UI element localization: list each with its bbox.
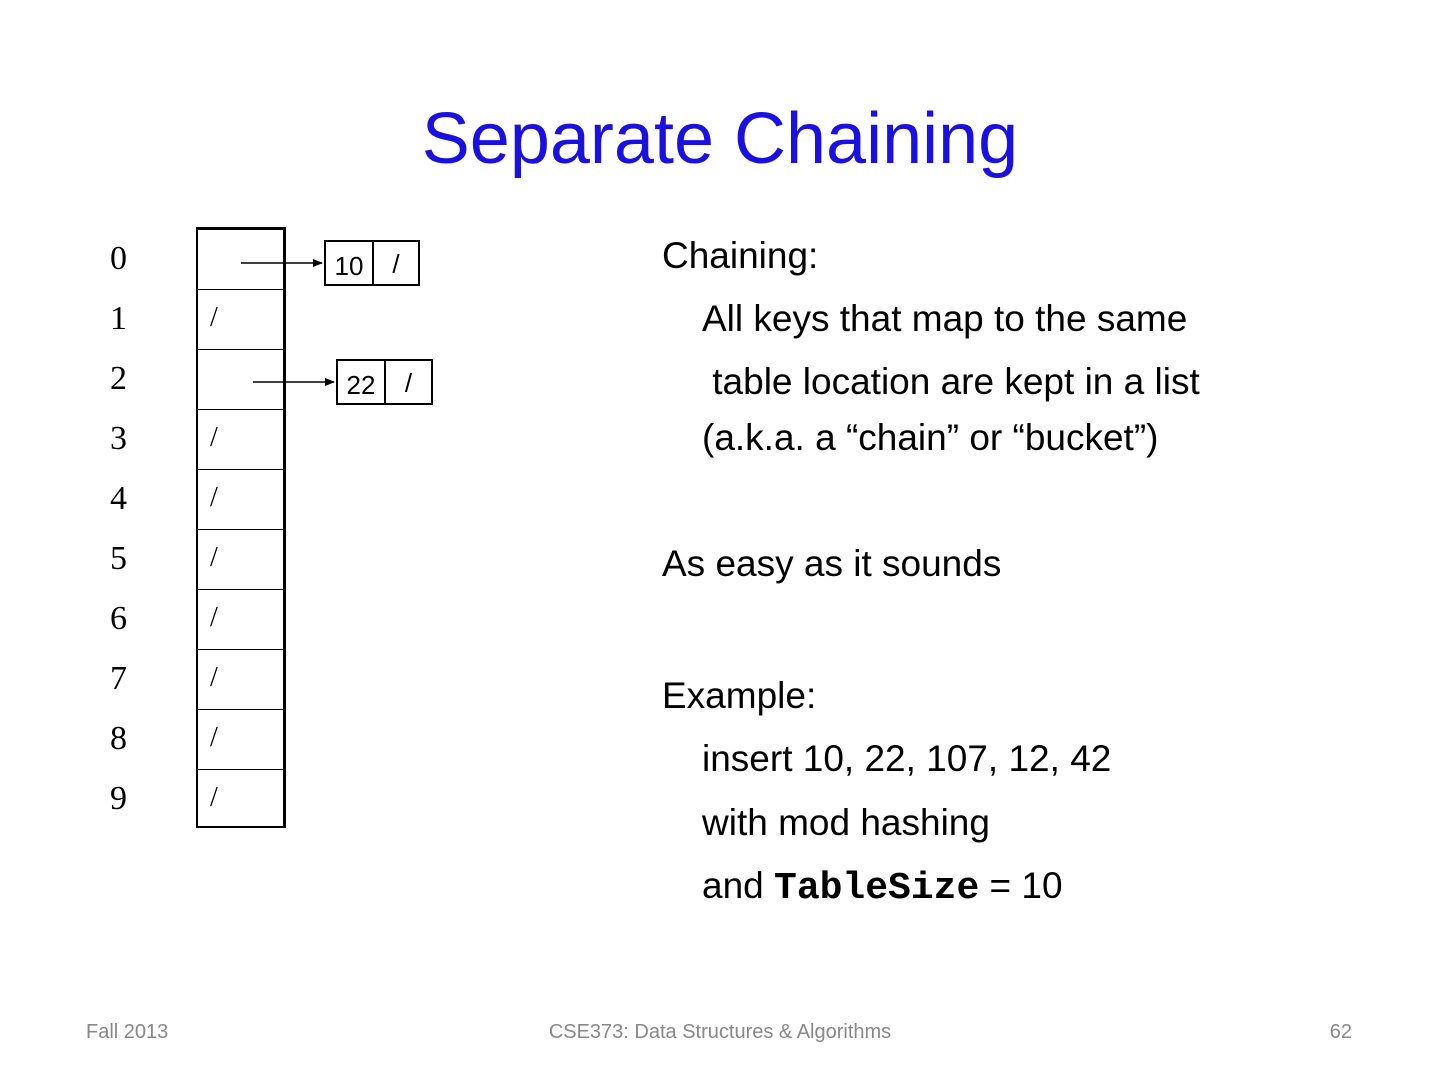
table-cell — [198, 350, 283, 410]
table-cell — [198, 530, 283, 590]
index-label: 7 — [110, 660, 127, 697]
table-cell — [198, 710, 283, 770]
null-marker: / — [210, 302, 218, 333]
hash-table — [196, 227, 286, 828]
table-cell — [198, 230, 283, 290]
null-marker: / — [210, 722, 218, 753]
node-key: 22 — [338, 361, 386, 403]
null-marker: / — [210, 422, 218, 453]
footer-course: CSE373: Data Structures & Algorithms — [548, 1021, 892, 1043]
index-label: 4 — [110, 480, 127, 517]
example-line: insert 10, 22, 107, 12, 42 — [702, 738, 1112, 779]
node-key: 10 — [326, 242, 374, 284]
table-cell — [198, 410, 283, 470]
index-label: 9 — [110, 780, 127, 817]
slide-title: Separate Chaining — [421, 99, 1019, 179]
example-prefix: and — [702, 865, 775, 906]
table-cell — [198, 770, 283, 830]
example-suffix: = 10 — [979, 865, 1063, 906]
null-marker: / — [210, 542, 218, 573]
table-cell — [198, 470, 283, 530]
table-cell — [198, 290, 283, 350]
chaining-line: (a.k.a. a “chain” or “bucket”) — [702, 417, 1159, 458]
node-next-null: / — [404, 368, 413, 398]
index-label: 3 — [110, 420, 127, 457]
footer-page-number: 62 — [1329, 1021, 1352, 1043]
index-label: 8 — [110, 720, 127, 757]
null-marker: / — [210, 602, 218, 633]
index-label: 0 — [110, 240, 127, 277]
index-label: 6 — [110, 600, 127, 637]
example-line — [702, 864, 1063, 911]
table-cell — [198, 650, 283, 710]
example-line: with mod hashing — [702, 802, 990, 843]
table-cell — [198, 590, 283, 650]
index-label: 1 — [110, 300, 127, 337]
chaining-heading: Chaining: — [662, 235, 819, 276]
chaining-line: All keys that map to the same — [702, 298, 1188, 339]
example-heading: Example: — [662, 675, 817, 716]
null-marker: / — [210, 782, 218, 813]
null-marker: / — [210, 482, 218, 513]
easy-text: As easy as it sounds — [662, 543, 1002, 584]
chaining-line: table location are kept in a list — [702, 361, 1200, 402]
chain-node — [324, 240, 420, 286]
footer-date: Fall 2013 — [86, 1021, 169, 1043]
node-next-null: / — [392, 249, 400, 279]
index-label: 5 — [110, 540, 127, 577]
null-marker: / — [210, 662, 218, 693]
index-label: 2 — [110, 360, 127, 397]
chain-node — [336, 359, 433, 405]
code-tablesize: TableSize — [774, 867, 980, 910]
